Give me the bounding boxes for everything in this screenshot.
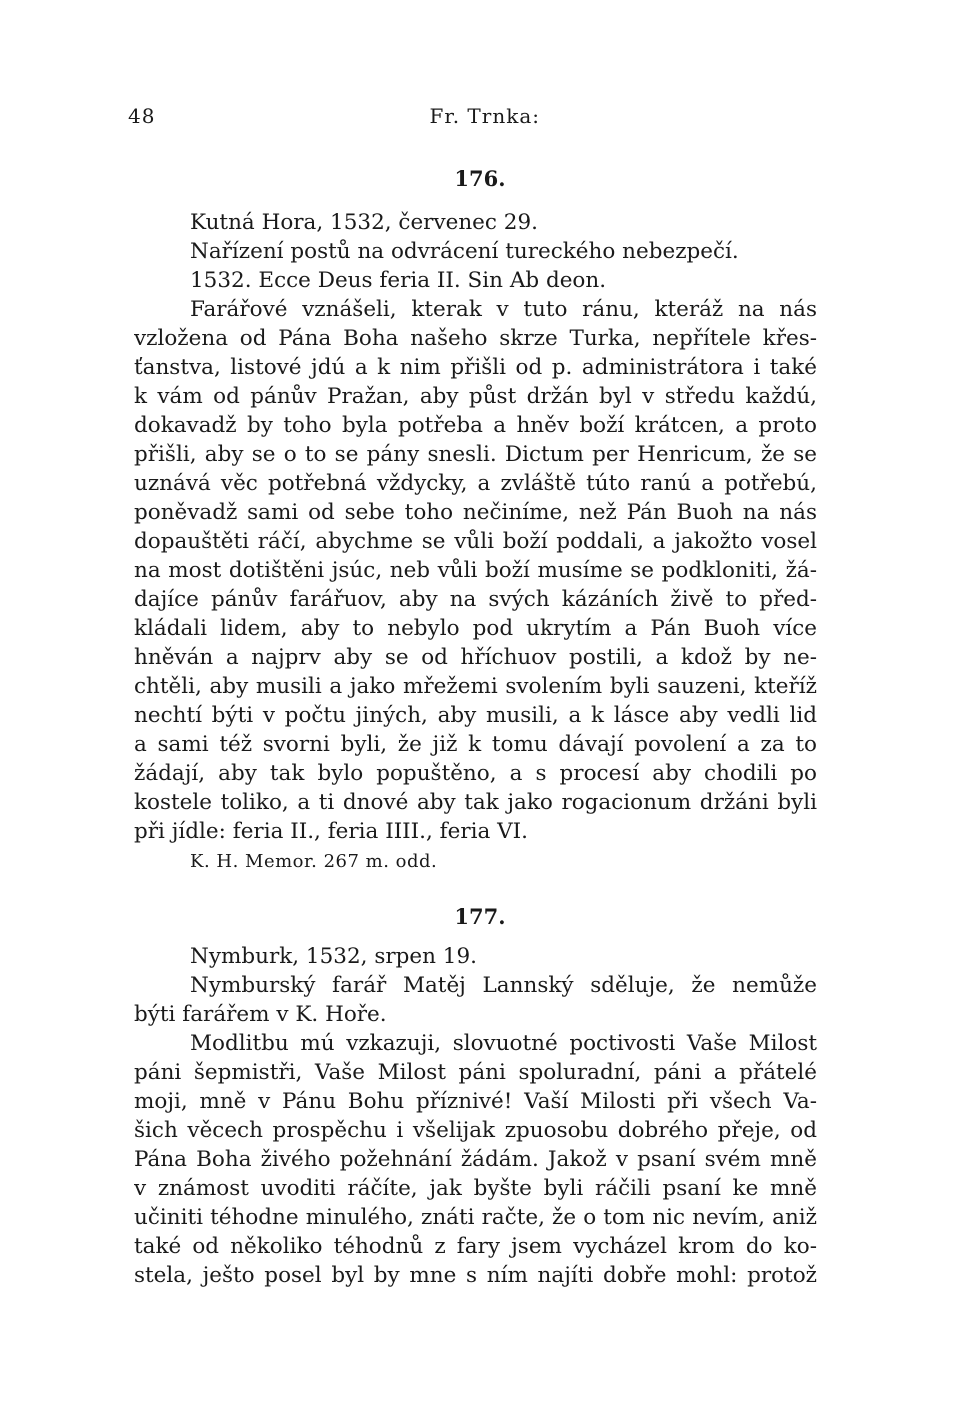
text-line: ťanstva, listové jdú a k nim přišli od p. administrátora i také	[134, 355, 817, 380]
document-record-heading: 1532. Ecce Deus feria II. Sin Ab deon.	[190, 268, 607, 293]
text-line: šich věcech prospěchu i všelijak zpuosobu dobrého přeje, od	[134, 1118, 817, 1143]
text-line: přišli, aby se o to se pány snesli. Dictum per Henricum, že se	[134, 442, 817, 467]
document-place-date: Kutná Hora, 1532, červenec 29.	[190, 210, 538, 235]
text-line: dokavadž by toho byla potřeba a hněv boží krátcen, a proto	[134, 413, 817, 438]
text-line: nechtí býti v počtu jiných, aby musili, a k lásce aby vedli lid	[134, 703, 817, 728]
document-summary: Nymburský farář Matěj Lannský sděluje, že nemůže	[190, 973, 817, 998]
text-line: Modlitbu mú vzkazuji, slovuotné poctivosti Vaše Milost	[190, 1031, 817, 1056]
document-summary: Nařízení postů na odvrácení tureckého nebezpečí.	[190, 239, 739, 264]
text-line: vzložena od Pána Boha našeho skrze Turka, nepřítele křes-	[134, 326, 817, 351]
text-line: na most dotištěni jsúc, neb vůli boží musíme se podkloniti, žá-	[134, 558, 817, 583]
document-number: 177.	[454, 904, 506, 929]
text-line: moji, mně v Pánu Bohu příznivé! Vaší Milosti při všech Va-	[134, 1089, 817, 1114]
text-line: Pána Boha živého požehnání žádám. Jakož v psaní svém mně	[134, 1147, 817, 1172]
text-line: také od několiko téhodnů z fary jsem vycházel krom do ko-	[134, 1234, 817, 1259]
text-line: poněvadž sami od sebe toho nečiníme, než Pán Buoh na nás	[134, 500, 817, 525]
document-place-date: Nymburk, 1532, srpen 19.	[190, 944, 477, 969]
source-citation: K. H. Memor. 267 m. odd.	[190, 851, 438, 872]
text-line: páni šepmistři, Vaše Milost páni spoluradní, páni a přátelé	[134, 1060, 817, 1085]
text-line: dajíce pánův farářuov, aby na svých kázáních živě to před-	[134, 587, 817, 612]
text-line: stela, ješto posel byl by mne s ním najíti dobře mohl: protož	[134, 1263, 817, 1288]
text-line: chtěli, aby musili a jako mřežemi svolením byli sauzeni, kteříž	[134, 674, 817, 699]
text-line: hněván a najprv aby se od hříchuov postili, a kdož by ne-	[134, 645, 817, 670]
page-number: 48	[128, 104, 156, 128]
text-line: kostele toliko, a ti dnové aby tak jako rogacionum držáni byli	[134, 790, 817, 815]
text-line: k vám od pánův Pražan, aby půst držán byl v středu každú,	[134, 384, 817, 409]
text-line: Farářové vznášeli, kterak v tuto ránu, kteráž na nás	[190, 297, 817, 322]
running-title: Fr. Trnka:	[429, 104, 540, 128]
text-line: kládali lidem, aby to nebylo pod ukrytím a Pán Buoh více	[134, 616, 817, 641]
text-line: uznává věc potřebná vždycky, a zvláště túto ranú a potřebú,	[134, 471, 817, 496]
text-line: v známost uvoditi ráčíte, jak byšte byli ráčili psaní ke mně	[134, 1176, 817, 1201]
text-line: a sami též svorni byli, že již k tomu dávají povolení a za to	[134, 732, 817, 757]
document-summary: býti farářem v K. Hoře.	[134, 1002, 387, 1027]
text-line: učiniti téhodne minulého, znáti račte, že o tom nic nevím, aniž	[134, 1205, 817, 1230]
text-line: dopauštěti ráčí, abychme se vůli boží poddali, a jakožto vosel	[134, 529, 817, 554]
text-line: při jídle: feria II., feria IIII., feria VI.	[134, 819, 529, 844]
text-line: žádají, aby tak bylo popuštěno, a s procesí aby chodili po	[134, 761, 817, 786]
running-header	[128, 104, 540, 134]
document-number: 176.	[454, 166, 506, 191]
